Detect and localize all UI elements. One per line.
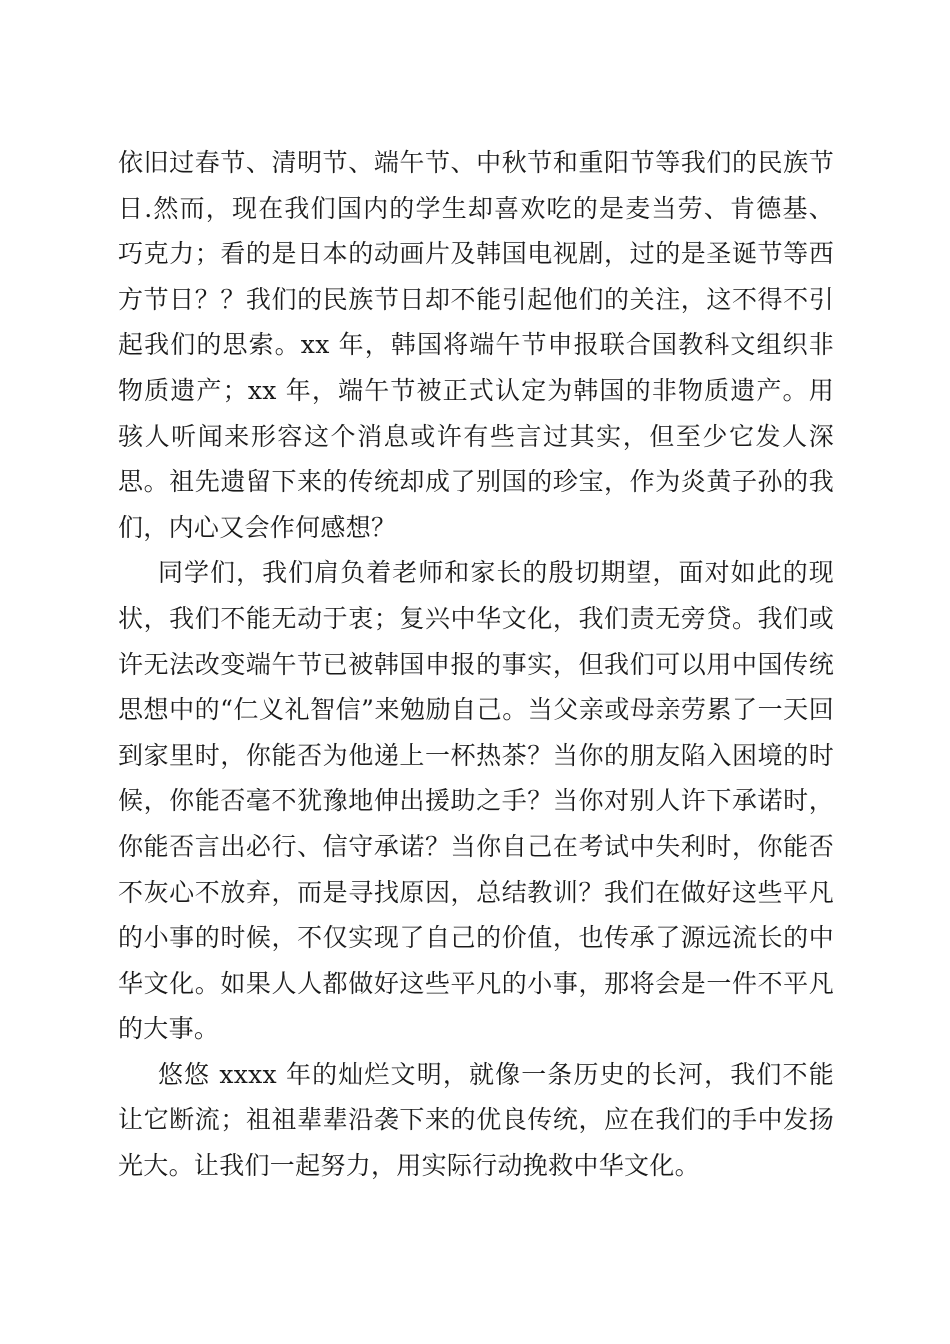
paragraph-1: 依旧过春节、清明节、端午节、中秋节和重阳节等我们的民族节日.然而，现在我们国内的学生却喜欢吃的是麦当劳、肯德基、巧克力；看的是日本的动画片及韩国电视剧，过的是圣诞节等西方节日？？我们的民族节日却不能引起他们的关注，这不得不引起我们的思索。xx 年，韩国将端午节申报联合国教科文组织非物质遗产；xx 年，端午节被正式认定为韩国的非物质遗产。用骇人听闻来形容这个消息或许有些言过其实，但至少它发人深思。祖先遗留下来的传统却成了别国的珍宝，作为炎黄子孙的我们，内心又会作何感想？ — [118, 148, 834, 542]
document-body — [118, 140, 834, 1189]
paragraph-2: 同学们，我们肩负着老师和家长的殷切期望，面对如此的现状，我们不能无动于衷；复兴中华文化，我们责无旁贷。我们或许无法改变端午节已被韩国申报的事实，但我们可以用中国传统思想中的“仁义礼智信”来勉励自己。当父亲或母亲劳累了一天回到家里时，你能否为他递上一杯热茶？当你的朋友陷入困境的时候，你能否毫不犹豫地伸出援助之手？当你对别人许下承诺时，你能否言出必行、信守承诺？当你自己在考试中失利时，你能否不灰心不放弃，而是寻找原因，总结教训？我们在做好这些平凡的小事的时候，不仅实现了自己的价值，也传承了源远流长的中华文化。如果人人都做好这些平凡的小事，那将会是一件不平凡的大事。 — [118, 558, 834, 1044]
paragraph-3: 悠悠 xxxx 年的灿烂文明，就像一条历史的长河，我们不能让它断流；祖祖辈辈沿袭下来的优良传统，应在我们的手中发扬光大。让我们一起努力，用实际行动挽救中华文化。 — [118, 1059, 834, 1181]
